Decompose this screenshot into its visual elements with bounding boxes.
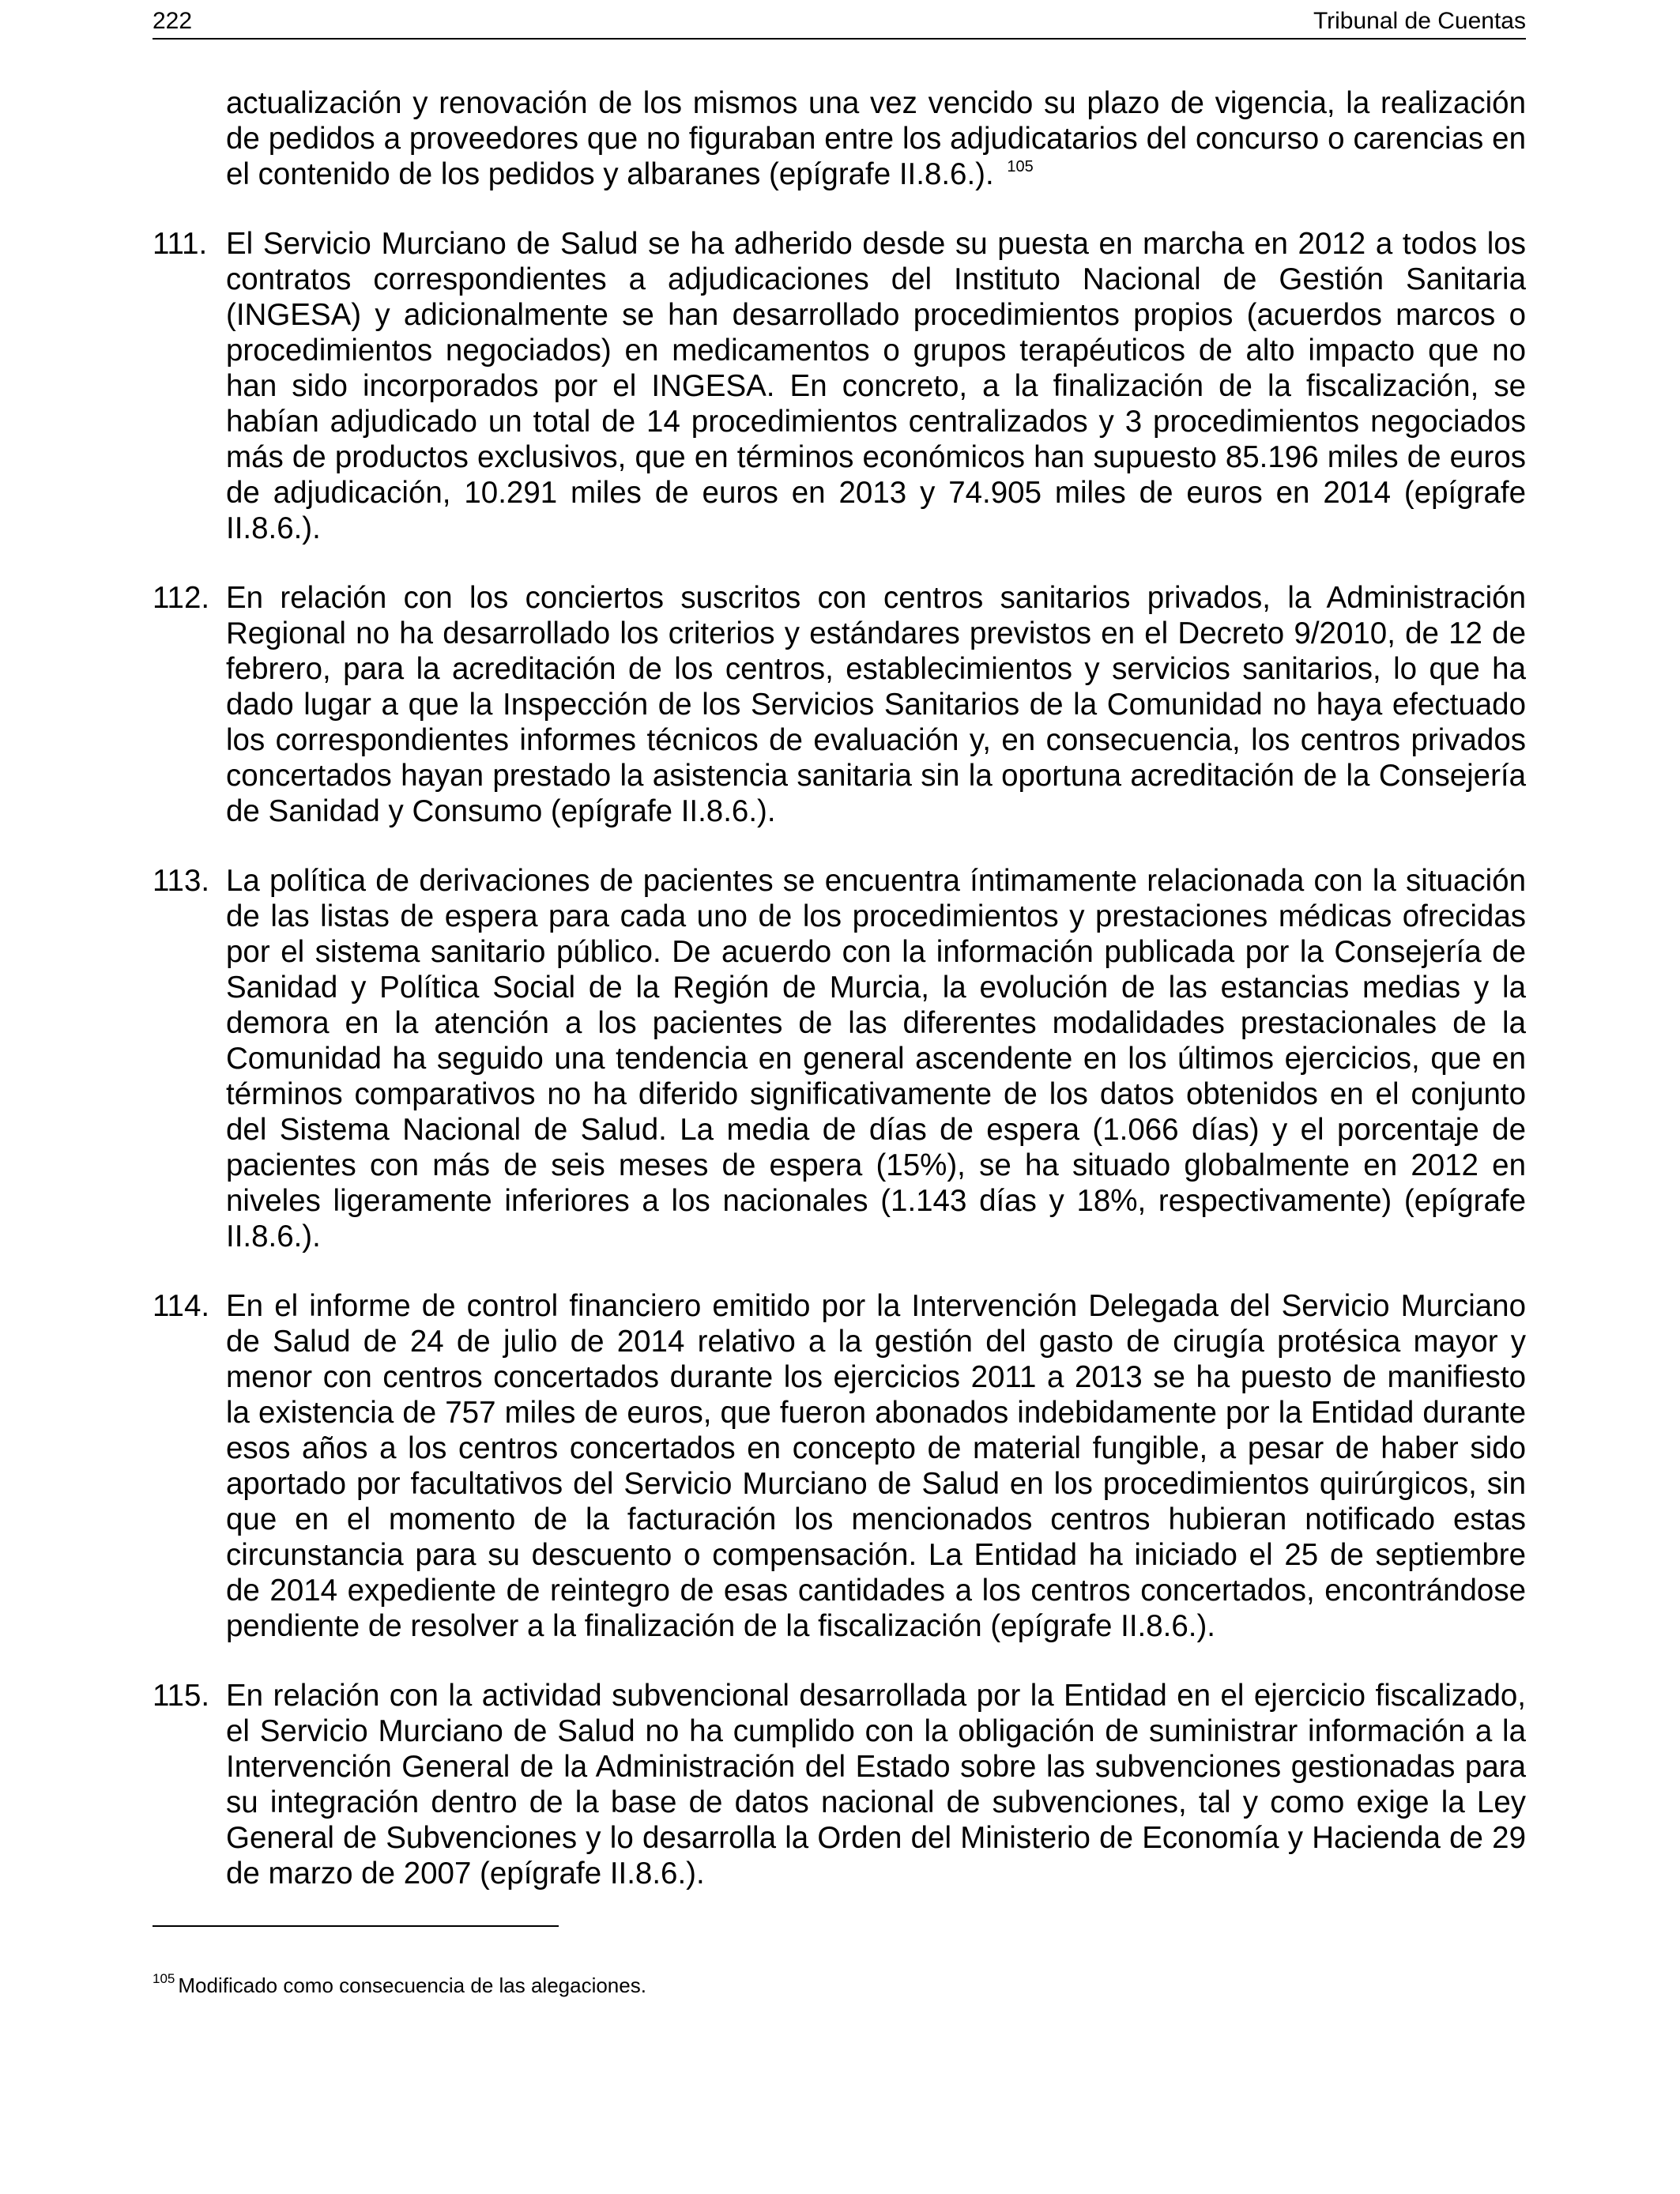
paragraph-number: 111. [153, 227, 208, 261]
paragraph-text: El Servicio Murciano de Salud se ha adherido desde su puesta en marcha en 2012 a todos los contratos correspondientes a adjudicaciones del Instituto Nacional de Gestión Sanitaria (INGESA) y adicionalmente se han desarrollado procedimientos propios (acuerdos marcos o procedimientos negociados) en medicamentos o grupos terapéuticos de alto impacto que no han sido incorporados por el INGESA. En concreto, a la finalización de la fiscalización, se habían adjudicado un total de 14 procedimientos centralizados y 3 procedimientos negociados más de productos exclusivos, que en términos económicos han supuesto 85.196 miles de euros de adjudicación, 10.291 miles de euros en 2013 y 74.905 miles de euros en 2014 (epígrafe II.8.6.). [226, 227, 1526, 545]
paragraph-number: 113. [153, 864, 210, 898]
document-body [153, 85, 1526, 1925]
footnote-number: 105 [153, 1971, 175, 1986]
paragraph-number: 115. [153, 1679, 210, 1713]
footnote-text: Modificado como consecuencia de las alegaciones. [178, 1973, 646, 1997]
paragraph-number: 114. [153, 1289, 210, 1323]
paragraph-113 [153, 863, 1526, 1254]
footnote-reference[interactable]: 105 [1007, 158, 1034, 175]
continuation-text: actualización y renovación de los mismos una vez vencido su plazo de vigencia, la realización de pedidos a proveedores que no figuraban entre los adjudicatarios del concurso o carencias en el contenido de los pedidos y albaranes (epígrafe II.8.6.). [226, 86, 1526, 191]
paragraph-text: En relación con la actividad subvencional desarrollada por la Entidad en el ejercicio fiscalizado, el Servicio Murciano de Salud no ha cumplido con la obligación de suministrar información a la Intervención General de la Administración del Estado sobre las subvenciones gestionadas para su integración dentro de la base de datos nacional de subvenciones, tal y como exige la Ley General de Subvenciones y lo desarrolla la Orden del Ministerio de Economía y Hacienda de 29 de marzo de 2007 (epígrafe II.8.6.). [226, 1679, 1526, 1891]
paragraph-text [226, 85, 1526, 192]
continuation-paragraph [153, 85, 1526, 192]
paragraph-text: La política de derivaciones de pacientes se encuentra íntimamente relacionada con la situación de las listas de espera para cada uno de los procedimientos y prestaciones médicas ofrecidas por el sistema sanitario público. De acuerdo con la información publicada por la Consejería de Sanidad y Política Social de la Región de Murcia, la evolución de las estancias medias y la demora en la atención a los pacientes de las diferentes modalidades prestacionales de la Comunidad ha seguido una tendencia en general ascendente en los últimos ejercicios, que en términos comparativos no ha diferido significativamente de los datos obtenidos en el conjunto del Sistema Nacional de Salud. La media de días de espera (1.066 días) y el porcentaje de pacientes con más de seis meses de espera (15%), se ha situado globalmente en 2012 en niveles ligeramente inferiores a los nacionales (1.143 días y 18%, respectivamente) (epígrafe II.8.6.). [226, 864, 1526, 1253]
footnote [153, 1973, 646, 1998]
paragraph-text: En relación con los conciertos suscritos con centros sanitarios privados, la Administración Regional no ha desarrollado los criterios y estándares previstos en el Decreto 9/2010, de 12 de febrero, para la acreditación de los centros, establecimientos y servicios sanitarios, lo que ha dado lugar a que la Inspección de los Servicios Sanitarios de la Comunidad no haya efectuado los correspondientes informes técnicos de evaluación y, en consecuencia, los centros privados concertados hayan prestado la asistencia sanitaria sin la oportuna acreditación de la Consejería de Sanidad y Consumo (epígrafe II.8.6.). [226, 581, 1526, 828]
paragraph-115 [153, 1678, 1526, 1891]
paragraph-114 [153, 1288, 1526, 1644]
paragraph-112 [153, 580, 1526, 829]
paragraph-number: 112. [153, 581, 210, 615]
footnote-separator [153, 1925, 559, 1927]
page-number: 222 [153, 8, 193, 34]
paragraph-111 [153, 226, 1526, 546]
page-header [153, 6, 1526, 40]
paragraph-text: En el informe de control financiero emitido por la Intervención Delegada del Servicio Murciano de Salud de 24 de julio de 2014 relativo a la gestión del gasto de cirugía protésica mayor y menor con centros concertados durante los ejercicios 2011 a 2013 se ha puesto de manifiesto la existencia de 757 miles de euros, que fueron abonados indebidamente por la Entidad durante esos años a los centros concertados en concepto de material fungible, a pesar de haber sido aportado por facultativos del Servicio Murciano de Salud en los procedimientos quirúrgicos, sin que en el momento de la facturación los mencionados centros hubieran notificado estas circunstancia para su descuento o compensación. La Entidad ha iniciado el 25 de septiembre de 2014 expediente de reintegro de esas cantidades a los centros concertados, encontrándose pendiente de resolver a la finalización de la fiscalización (epígrafe II.8.6.). [226, 1289, 1526, 1643]
publisher-name: Tribunal de Cuentas [1313, 8, 1526, 34]
